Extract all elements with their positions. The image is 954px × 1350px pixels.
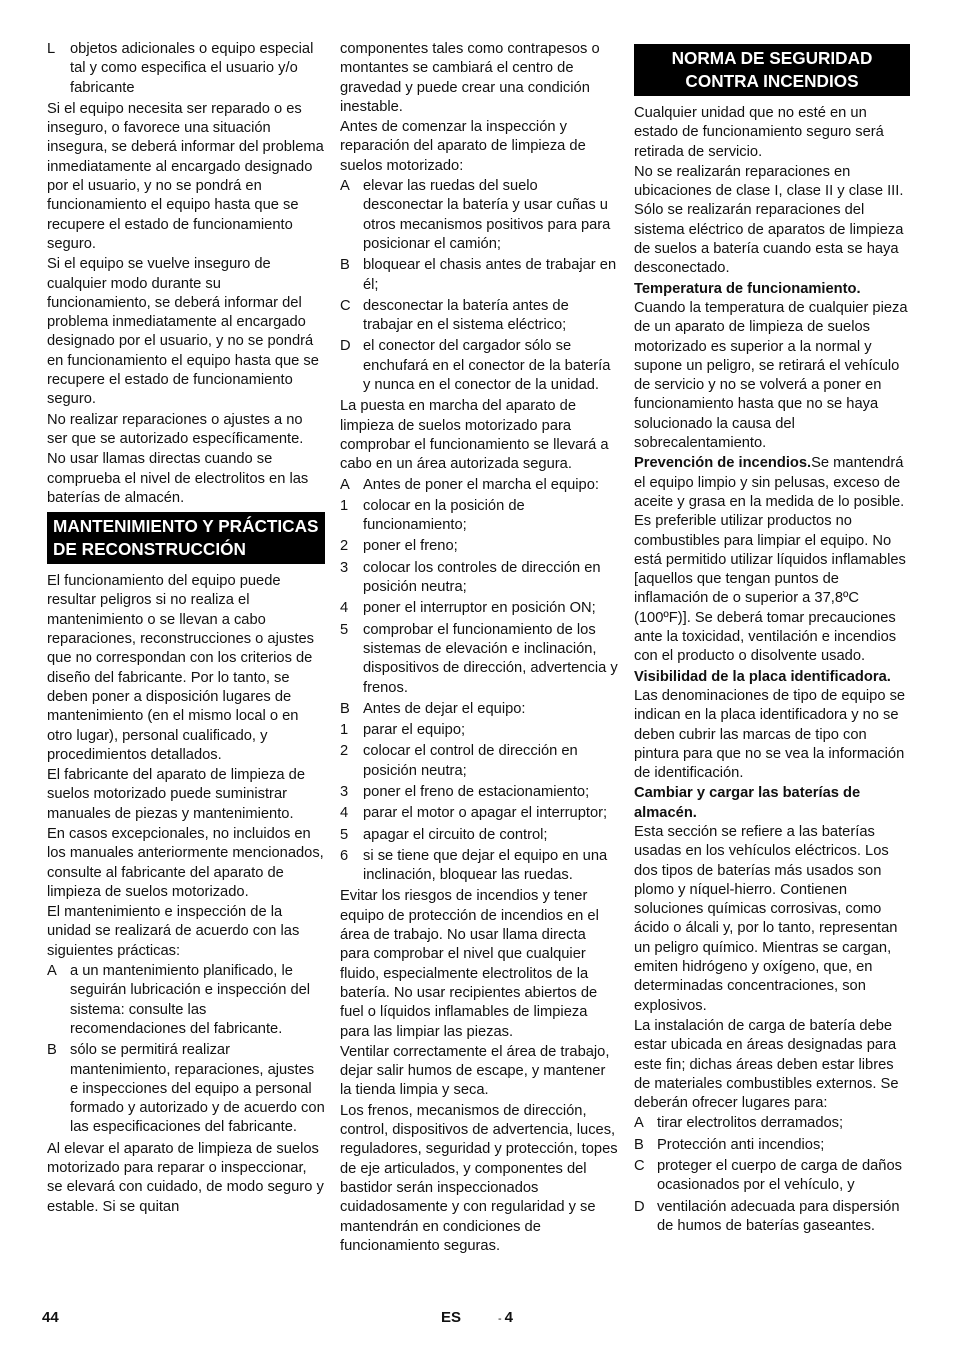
list-marker: 4 [340, 600, 349, 617]
list-text: poner el freno de estacionamiento; [363, 783, 590, 800]
list-marker: 6 [340, 847, 349, 864]
list-text: apagar el circuito de control; [363, 826, 548, 843]
inline-heading: Temperatura de funcionamiento. [634, 280, 861, 297]
list-text: el conector del cargador sólo se enchufará en el conector de la batería y nunca en el conector de la unidad. [363, 338, 611, 394]
paragraph-text: Las denominaciones de tipo de equipo se indican en la placa identificadora y no se deben cubrir las marcas de tipo con pintura para que no se vea la información de identificación. [634, 687, 906, 782]
list-marker: 3 [340, 559, 349, 576]
sub-heading [340, 476, 618, 495]
paragraph: El funcionamiento del equipo puede resultar peligros si no realiza el mantenimiento o se llevan a cabo reparaciones, reconstrucciones o ajustes que no correspondan con los criterios de diseño del fabricante. Por lo tanto, se deben poner a disposición lugares de mantenimiento (en el mismo local o en otro lugar), personal cualificado, y procedimientos detallados. [47, 573, 314, 763]
list-marker: A [47, 963, 57, 980]
paragraph: componentes tales como contrapesos o montantes se cambiará el centro de gravedad y puede crear una condición inestable. [340, 41, 600, 115]
sub-page-number [498, 1309, 513, 1326]
list-item [340, 847, 618, 886]
list-item [634, 1114, 910, 1133]
list-text: objetos adicionales o equipo especial tal y como especifica el usuario y/o fabricante [70, 41, 314, 96]
list-marker: A [340, 476, 350, 493]
list-text: colocar los controles de dirección en posición neutra; [363, 559, 601, 596]
paragraph-text: Se mantendrá el equipo limpio y sin pelusas, exceso de aceite y grasa en la medida de lo posible. Es preferible utilizar productos no combustibles para limpiar el equipo. No está permitido utilizar líquidos inflamables [aquellos que tengan puntos de inflamación de o superior a 37,8ºC (100ºF)]. Se deberá tomar precauciones ante la toxicidad, ventilación e incendios con el producto o disolvente usado. [634, 455, 906, 665]
list-start [340, 497, 618, 698]
paragraph: Ventilar correctamente el área de trabajo, dejar salir humos de escape, y mantener la tienda limpia y seca. [340, 1043, 610, 1099]
list-text: poner el freno; [363, 538, 458, 555]
page-number: 44 [42, 1309, 59, 1326]
list-marker: B [340, 257, 350, 274]
inline-heading: Prevención de incendios. [634, 455, 812, 472]
column-3 [634, 40, 910, 1238]
sub-page-value: 4 [504, 1309, 514, 1326]
list-marker: C [634, 1158, 645, 1175]
paragraph: No se realizarán reparaciones en ubicaciones de clase I, clase II y clase III. Sólo se realizarán reparaciones del sistema eléctrico de aparatos de limpieza de suelos a batería cuando esta se haya desconectado. [634, 163, 904, 277]
paragraph: La instalación de carga de batería debe estar ubicada en áreas designadas para este fin; dichas áreas deben estar libres de materiales combustibles externos. Se deberán ofrecer lugares para: [634, 1017, 899, 1112]
list-marker: 2 [340, 538, 349, 555]
paragraph: Cualquier unidad que no esté en un estado de funcionamiento seguro será retirada de servicio. [634, 105, 884, 160]
list-marker: A [340, 178, 350, 195]
list-marker: 1 [340, 722, 349, 739]
list-item [340, 783, 618, 802]
paragraph-text: Esta sección se refiere a las baterías usadas en los vehículos eléctricos. Los dos tipos de baterías más usados son plomo y níquel-hierro. Contienen soluciones químicas corrosivas, como ácido o álcali y, por lo tanto, representan un peligro químico. Mientras se cargan, emiten hidrógeno y oxígeno, que, en determinadas concentraciones, son explosivos. [634, 823, 898, 1014]
list-text: Protección anti incendios; [657, 1136, 825, 1153]
list-item [340, 256, 618, 295]
list-text: elevar las ruedas del suelo desconectar la batería y usar cuñas u otros mecanismos positivos para para posicionar el camión; [363, 178, 611, 252]
list-item [634, 1136, 910, 1155]
list-marker: B [340, 700, 350, 717]
list-item [340, 537, 618, 556]
paragraph: No realizar reparaciones o ajustes a no ser que se autorizado específicamente. [47, 411, 304, 447]
list-item [340, 599, 618, 618]
inline-heading: Cambiar y cargar las baterías de almacén. [634, 785, 861, 821]
language-code: ES [441, 1309, 462, 1326]
paragraph: El mantenimiento e inspección de la unidad se realizará de acuerdo con las siguientes prácticas: [47, 904, 300, 959]
list-text: parar el motor o apagar el interruptor; [363, 805, 608, 822]
paragraph: Los frenos, mecanismos de dirección, control, dispositivos de advertencia, luces, reguladores, seguridad y protección, topes de eje articulados, y componentes del bastidor serán inspeccionados cuidadosamente y con regularidad y se mantendrán en condiciones de funcionamiento seguras. [340, 1102, 618, 1254]
paragraph-prevention [634, 454, 910, 666]
list-text: bloquear el chasis antes de trabajar en él; [363, 257, 617, 293]
list-item [340, 337, 618, 395]
list-text: poner el interruptor en posición ON; [363, 600, 596, 617]
paragraph: Antes de comenzar la inspección y reparación del aparato de limpieza de suelos motorizado: [340, 119, 586, 174]
list-text: comprobar el funcionamiento de los sistemas de elevación e inclinación, dispositivos de dirección, advertencia y frenos. [363, 621, 618, 696]
list-marker: B [634, 1136, 644, 1153]
paragraph-visibility [634, 668, 910, 784]
list-text: si se tiene que dejar el equipo en una inclinación, bloquear las ruedas. [363, 847, 608, 884]
list-item [634, 1198, 910, 1237]
list-marker: B [47, 1042, 57, 1059]
list-marker: 5 [340, 621, 349, 638]
list-text: parar el equipo; [363, 722, 466, 739]
list-text: colocar en la posición de funcionamiento; [363, 497, 525, 534]
list-text: Antes de poner el marcha el equipo: [363, 476, 599, 493]
paragraph: Al elevar el aparato de limpieza de suelos motorizado para reparar o inspeccionar, se elevará con cuidado, de modo seguro y estable. Si se quitan [47, 1140, 324, 1215]
list-item [340, 721, 618, 740]
section-heading-incendios: NORMA DE SEGURIDAD CONTRA INCENDIOS [634, 44, 910, 96]
list-marker: 5 [340, 826, 349, 843]
list-item [340, 742, 618, 781]
list-text: proteger el cuerpo de carga de daños ocasionados por el vehículo, y [657, 1158, 902, 1194]
list-text: ventilación adecuada para dispersión de humos de baterías gaseantes. [657, 1198, 900, 1234]
list-item [47, 962, 325, 1039]
list-marker: D [340, 338, 351, 355]
list-marker: 1 [340, 497, 349, 514]
paragraph: En casos excepcionales, no incluidos en los manuales anteriormente mencionados, consulte al fabricante del aparato de limpieza de suelos motorizado. [47, 825, 324, 900]
list-text: Antes de dejar el equipo: [363, 700, 526, 717]
list-leave [340, 721, 618, 885]
list-item [47, 40, 325, 98]
separator-dash: - [498, 1313, 502, 1325]
list-item [340, 297, 618, 336]
list-item [340, 559, 618, 598]
list-text: sólo se permitirá realizar mantenimiento, reparaciones, ajustes e inspecciones del equipo a personal formado y autorizado y de acuerdo con las especificaciones del fabricante. [70, 1042, 325, 1136]
list-text: desconectar la batería antes de trabajar en el sistema eléctrico; [363, 297, 569, 334]
paragraph-text: Cuando la temperatura de cualquier pieza de un aparato de limpieza de suelos motorizado es superior a la normal y supone un peligro, se retirará el vehículo de servicio y no se volverá a poner en funcionamiento hasta que no se haya solucionado la causa del sobrecalentamiento. [634, 299, 908, 452]
list-item [340, 804, 618, 823]
list-text: tirar electrolitos derramados; [657, 1115, 844, 1132]
paragraph: Si el equipo necesita ser reparado o es inseguro, o favorece una situación insegura, se deberá informar del problema inmediatamente al encargado designado por el usuario, y no se pondrá en funcionamiento el equipo hasta que se recupere el estado de funcionamiento seguro. [47, 100, 324, 252]
paragraph: No usar llamas directas cuando se comprueba el nivel de electrolitos en las baterías de almacén. [47, 451, 309, 506]
list-text: a un mantenimiento planificado, le seguirán lubricación e inspección del sistema: consulte las recomendaciones del fabricante. [70, 963, 311, 1037]
list-marker: 4 [340, 805, 349, 822]
list-item [340, 497, 618, 536]
column-1 [47, 40, 325, 1218]
paragraph: La puesta en marcha del aparato de limpieza de suelos motorizado para comprobar el funcionamiento se llevará a cabo en un área autorizada segura. [340, 398, 609, 473]
column-2 [340, 40, 618, 1257]
list-inspection [340, 177, 618, 395]
section-heading-mantenimiento: MANTENIMIENTO Y PRÁCTICAS DE RECONSTRUCCIÓN [47, 512, 325, 564]
list-item [340, 177, 618, 254]
paragraph: Evitar los riesgos de incendios y tener equipo de protección de incendios en el área de trabajo. No usar llama directa para comprobar el nivel que cualquier fluido, especialmente electrolitos de la batería. No usar recipientes abiertos de fuel o líquidos inflamables de limpieza para las limpiar las piezas. [340, 888, 599, 1040]
list-marker: 2 [340, 743, 349, 760]
inline-heading: Visibilidad de la placa identificadora. [634, 668, 891, 685]
list-marker: L [47, 41, 56, 57]
list-item [340, 826, 618, 845]
list-charging [634, 1114, 910, 1236]
list-item [340, 621, 618, 698]
paragraph: Si el equipo se vuelve inseguro de cualquier modo durante su funcionamiento, se deberá informar del problema inmediatamente al encargado designado por el usuario, y no se pondrá en funcionamiento el equipo hasta que se recupere el estado de funcionamiento seguro. [47, 256, 319, 408]
list-marker: 3 [340, 783, 349, 800]
list-marker: D [634, 1198, 645, 1215]
list-item [47, 1041, 325, 1137]
paragraph-batteries [634, 784, 910, 1016]
paragraph: El fabricante del aparato de limpieza de suelos motorizado puede suministrar manuales de piezas y mantenimiento. [47, 767, 306, 822]
sub-heading [340, 700, 618, 719]
list-marker: C [340, 297, 351, 314]
list-item [634, 1157, 910, 1196]
list-text: colocar el control de dirección en posición neutra; [363, 743, 578, 779]
paragraph-temperature [634, 280, 910, 454]
list-marker: A [634, 1115, 644, 1132]
